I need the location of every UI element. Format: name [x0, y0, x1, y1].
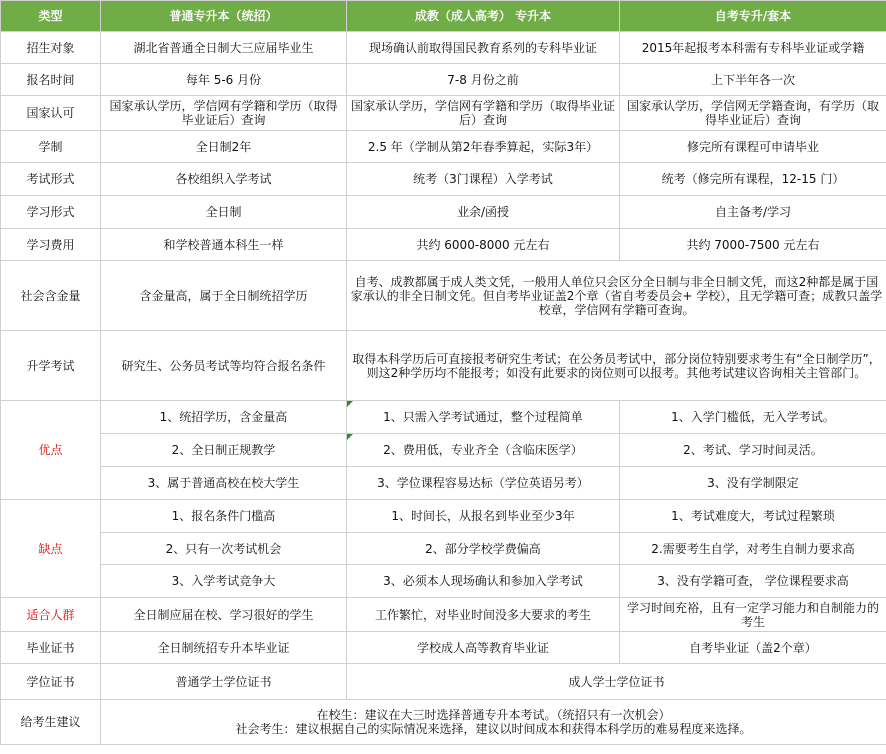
table-cell: 3、属于普通高校在校大学生 [101, 467, 347, 500]
table-row [1, 229, 886, 261]
table-row [1, 32, 886, 64]
table-header-row [1, 1, 886, 32]
row-category: 学位证书 [1, 664, 101, 700]
table-cell: 统考（3门课程）入学考试 [347, 163, 620, 196]
table-cell: 1、入学门槛低，无入学考试。 [620, 401, 886, 434]
table-cell: 2.需要考生自学，对考生自制力要求高 [620, 533, 886, 565]
table-cell: 1、统招学历，含金量高 [101, 401, 347, 434]
table-row [1, 533, 886, 565]
table-cell: 1、报名条件门槛高 [101, 500, 347, 533]
table-cell: 3、没有学制限定 [620, 467, 886, 500]
table-cell: 国家承认学历，学信网无学籍查询，有学历（取得毕业证后）查询 [620, 96, 886, 131]
table-cell: 共约 7000-7500 元左右 [620, 229, 886, 261]
table-cell: 国家承认学历，学信网有学籍和学历（取得毕业证后）查询 [347, 96, 620, 131]
table-cell: 2、只有一次考试机会 [101, 533, 347, 565]
table-cell: 工作繁忙，对毕业时间没多大要求的考生 [347, 598, 620, 632]
table-row [1, 700, 886, 745]
table-cell: 自考毕业证（盖2个章） [620, 632, 886, 664]
table-cell: 每年 5-6 月份 [101, 64, 347, 96]
table-cell: 2015年起报考本科需有专科毕业证或学籍 [620, 32, 886, 64]
table-cell: 各校组织入学考试 [101, 163, 347, 196]
table-cell: 3、必须本人现场确认和参加入学考试 [347, 565, 620, 598]
table-cell: 业余/函授 [347, 196, 620, 229]
table-cell: 上下半年各一次 [620, 64, 886, 96]
table-cell: 2、全日制正规教学 [101, 434, 347, 467]
row-category: 学习形式 [1, 196, 101, 229]
table-cell: 自主备考/学习 [620, 196, 886, 229]
row-category: 招生对象 [1, 32, 101, 64]
row-category: 学制 [1, 131, 101, 163]
header-type: 类型 [1, 1, 101, 32]
advice-cell [101, 700, 886, 745]
table-cell: 普通学士学位证书 [101, 664, 347, 700]
table-row [1, 434, 886, 467]
table-cell: 共约 6000-8000 元左右 [347, 229, 620, 261]
advice-line-social: 社会考生：建议根据自己的实际情况来选择，建议以时间成本和获得本科学历的难易程度来选择。 [235, 722, 752, 736]
table-cell: 全日制应届在校、学习很好的学生 [101, 598, 347, 632]
table-cell: 统考（修完所有课程，12-15 门） [620, 163, 886, 196]
table-cell: 学习时间充裕，且有一定学习能力和自制能力的考生 [620, 598, 886, 632]
table-cell: 2.5 年（学制从第2年春季算起，实际3年） [347, 131, 620, 163]
table-row [1, 64, 886, 96]
table-cell-merged: 取得本科学历后可直接报考研究生考试；在公务员考试中，部分岗位特别要求考生有“全日制学历”，则这2种学历均不能报考；如没有此要求的岗位则可以报考。其他考试建议咨询相关主管部门。 [347, 331, 886, 401]
table-cell: 现场确认前取得国民教育系列的专科毕业证 [347, 32, 620, 64]
table-cell: 湖北省普通全日制大三应届毕业生 [101, 32, 347, 64]
table-row [1, 664, 886, 700]
row-category-disadvantages: 缺点 [1, 500, 101, 598]
table-cell: 3、入学考试竞争大 [101, 565, 347, 598]
table-row [1, 632, 886, 664]
table-row [1, 331, 886, 401]
table-cell-merged: 成人学士学位证书 [347, 664, 886, 700]
table-cell: 学校成人高等教育毕业证 [347, 632, 620, 664]
table-row [1, 401, 886, 434]
table-cell: 1、考试难度大，考试过程繁琐 [620, 500, 886, 533]
row-category: 给考生建议 [1, 700, 101, 745]
table-cell: 国家承认学历，学信网有学籍和学历（取得毕业证后）查询 [101, 96, 347, 131]
header-chengjiao: 成教（成人高考） 专升本 [347, 1, 620, 32]
table-row [1, 598, 886, 632]
row-category: 国家认可 [1, 96, 101, 131]
row-category: 社会含金量 [1, 261, 101, 331]
row-category: 毕业证书 [1, 632, 101, 664]
row-category: 学习费用 [1, 229, 101, 261]
row-category: 考试形式 [1, 163, 101, 196]
table-cell: 2、费用低，专业齐全（含临床医学） [347, 434, 620, 467]
table-cell: 研究生、公务员考试等均符合报名条件 [101, 331, 347, 401]
table-row [1, 500, 886, 533]
table-cell: 3、没有学籍可查， 学位课程要求高 [620, 565, 886, 598]
table-cell: 7-8 月份之前 [347, 64, 620, 96]
row-category: 升学考试 [1, 331, 101, 401]
table-cell: 3、学位课程容易达标（学位英语另考） [347, 467, 620, 500]
table-cell: 和学校普通本科生一样 [101, 229, 347, 261]
table-row [1, 467, 886, 500]
table-row [1, 131, 886, 163]
row-category-target-group: 适合人群 [1, 598, 101, 632]
table-cell: 全日制 [101, 196, 347, 229]
row-category: 报名时间 [1, 64, 101, 96]
table-row [1, 96, 886, 131]
table-cell: 1、只需入学考试通过，整个过程简单 [347, 401, 620, 434]
table-cell: 2、考试、学习时间灵活。 [620, 434, 886, 467]
advice-line-students: 在校生：建议在大三时选择普通专升本考试。（统招只有一次机会） [316, 708, 671, 722]
row-category-advantages: 优点 [1, 401, 101, 500]
table-cell: 1、时间长，从报名到毕业至少3年 [347, 500, 620, 533]
table-row [1, 565, 886, 598]
header-zikao: 自考专升/套本 [620, 1, 886, 32]
table-row [1, 163, 886, 196]
table-cell: 修完所有课程可申请毕业 [620, 131, 886, 163]
table-row [1, 261, 886, 331]
table-cell-merged: 自考、成教都属于成人类文凭，一般用人单位只会区分全日制与非全日制文凭，而这2种都是属于国家承认的非全日制文凭。但自考毕业证盖2个章（省自考委员会+ 学校），且无学籍可查；成教只盖学校章，学信网有学籍可查询。 [347, 261, 886, 331]
table-cell: 2、部分学校学费偏高 [347, 533, 620, 565]
table-cell: 全日制统招专升本毕业证 [101, 632, 347, 664]
table-cell: 全日制2年 [101, 131, 347, 163]
table-cell: 含金量高，属于全日制统招学历 [101, 261, 347, 331]
table-row [1, 196, 886, 229]
header-tongzhao: 普通专升本（统招） [101, 1, 347, 32]
